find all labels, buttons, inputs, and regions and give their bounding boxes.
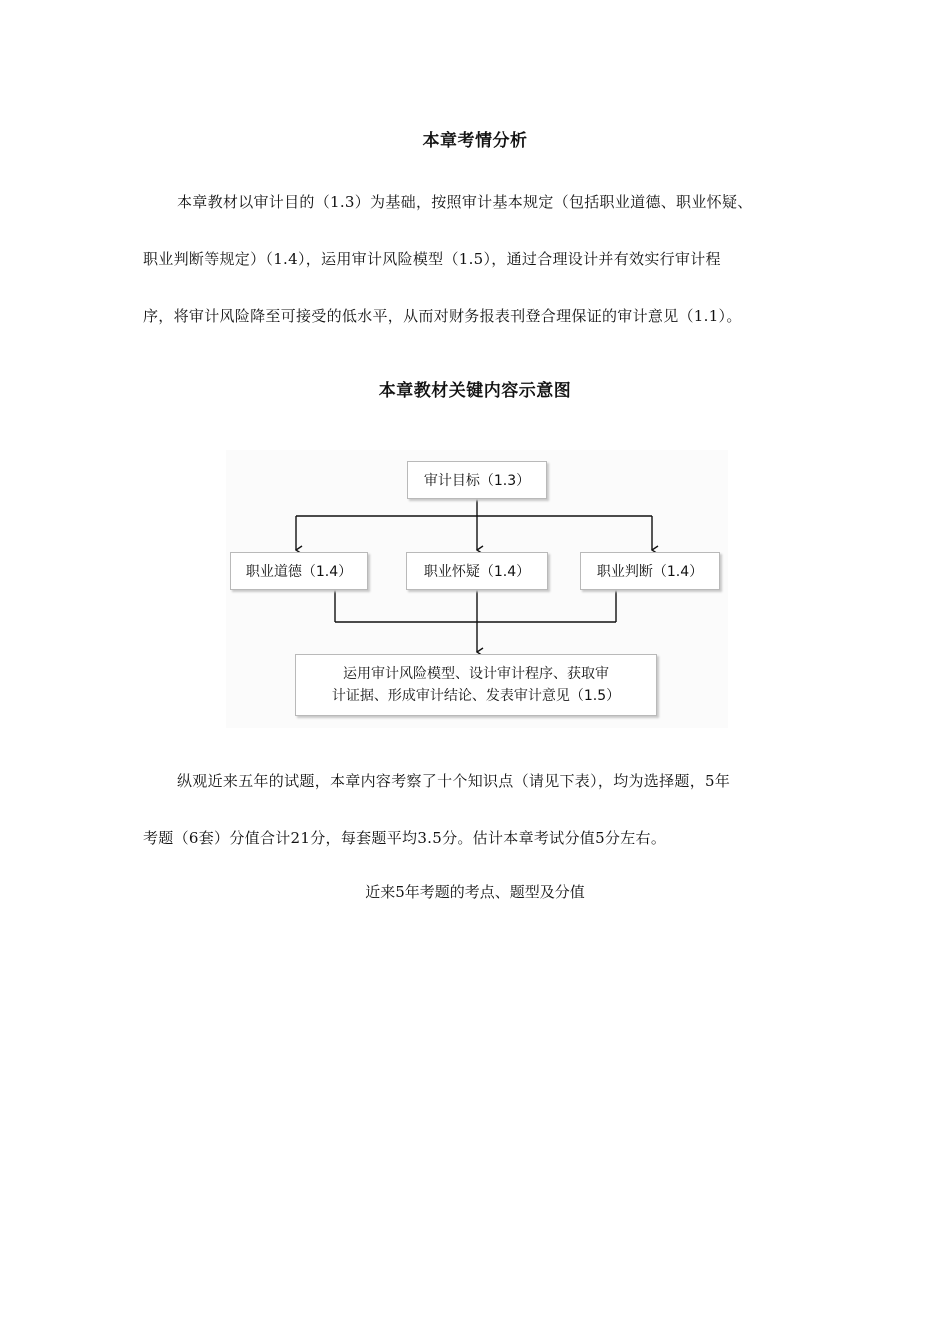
box-audit-objective: 审计目标（1.3） [407,461,547,499]
audit-process-line-2: 计证据、形成审计结论、发表审计意见（1.5） [331,688,621,704]
audit-process-line-1: 运用审计风险模型、设计审计程序、获取审 [343,666,609,682]
intro-line-3: 序，将审计风险降至可接受的低水平，从而对财务报表刊登合理保证的审计意见（1.1）。 [143,307,742,325]
summary-line-2: 考题（6套）分值合计21分，每套题平均3.5分。估计本章考试分值5分左右。 [143,829,667,847]
table-caption: 近来5年考题的考点、题型及分值 [365,883,585,901]
intro-line-2: 职业判断等规定）（1.4），运用审计风险模型（1.5），通过合理设计并有效实行审计程 [143,250,721,268]
intro-line-1: 本章教材以审计目的（1.3）为基础，按照审计基本规定（包括职业道德、职业怀疑、 [177,193,753,211]
diagram-title: 本章教材关键内容示意图 [378,381,572,401]
box-professional-judgment: 职业判断（1.4） [580,552,720,590]
intro-paragraph [143,174,809,345]
box-professional-skepticism: 职业怀疑（1.4） [406,552,548,590]
box-audit-process [295,654,657,716]
summary-line-1: 纵观近来五年的试题，本章内容考察了十个知识点（请见下表），均为选择题，5年 [177,772,731,790]
summary-paragraph [143,753,809,867]
chapter-analysis-title: 本章考情分析 [422,131,528,151]
key-content-diagram [226,450,728,728]
box-professional-ethics: 职业道德（1.4） [230,552,368,590]
